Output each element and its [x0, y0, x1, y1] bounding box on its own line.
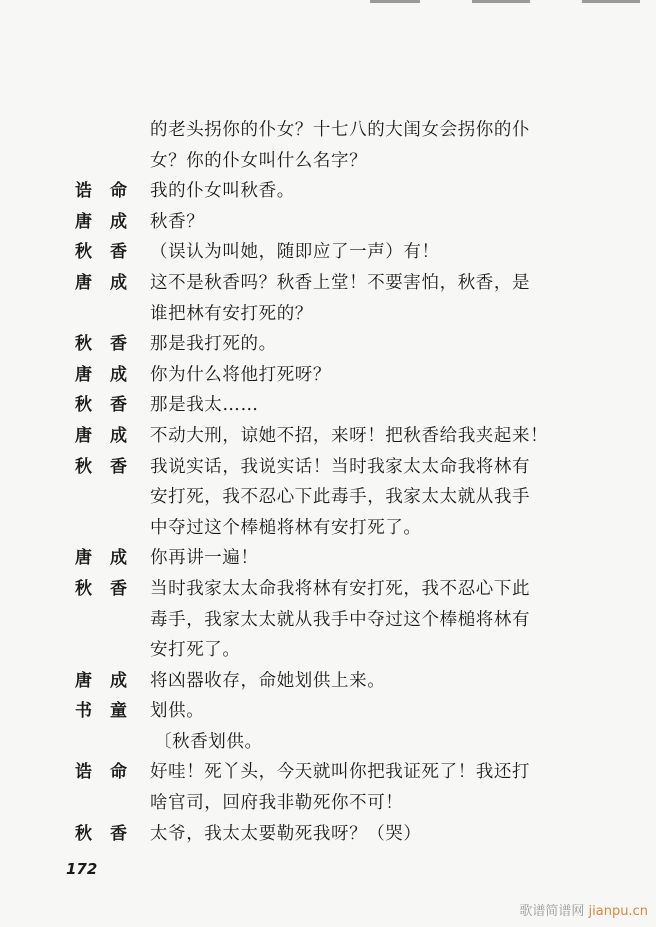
speaker-char: 成 — [110, 425, 127, 446]
speaker-char: 唐 — [75, 670, 92, 691]
text-line: 中夺过这个棒槌将林有安打死了。 — [150, 517, 422, 538]
speaker-char: 诰 — [75, 181, 92, 202]
text-line: 安打死，我不忍心下此毒手，我家太太就从我手 — [150, 487, 531, 508]
speaker-char: 香 — [110, 823, 127, 844]
dialogue-entry — [75, 176, 555, 207]
text-line: 女？你的仆女叫什么名字？ — [150, 150, 368, 171]
speaker-name — [75, 452, 150, 544]
speaker-char: 命 — [110, 762, 127, 783]
speaker-char — [75, 115, 110, 176]
dialogue-text — [150, 757, 555, 818]
text-line: 那是我打死的。 — [150, 334, 277, 355]
speaker-name — [75, 543, 150, 574]
text-line: 不动大刑，谅她不招，来呀！把秋香给我夹起来！ — [150, 425, 549, 446]
text-line: 〔秋香划供。 — [154, 731, 263, 752]
watermark — [519, 900, 648, 919]
dialogue-entry — [75, 757, 555, 818]
text-line: 当时我家太太命我将林有安打死，我不忍心下此 — [150, 578, 531, 599]
text-line: 谁把林有安打死的？ — [150, 303, 313, 324]
dialogue-text — [150, 237, 555, 268]
text-line: 划供。 — [150, 701, 205, 722]
dialogue-text — [150, 176, 555, 207]
play-script — [75, 115, 555, 849]
text-line: 安打死了。 — [150, 640, 241, 661]
speaker-char: 唐 — [75, 272, 92, 293]
speaker-name — [75, 360, 150, 391]
dialogue-text — [150, 727, 555, 758]
speaker-char: 香 — [110, 456, 127, 477]
speaker-char: 秋 — [75, 823, 92, 844]
speaker-name — [75, 268, 150, 329]
speaker-name — [75, 237, 150, 268]
text-line: 我的仆女叫秋香。 — [150, 181, 295, 202]
dialogue-entry — [75, 666, 555, 697]
dialogue-text — [150, 543, 555, 574]
dialogue-text — [150, 452, 555, 544]
speaker-char — [110, 115, 145, 176]
dialogue-text — [150, 666, 555, 697]
dialogue-entry — [75, 268, 555, 329]
dialogue-text — [150, 390, 555, 421]
speaker-name — [75, 329, 150, 360]
speaker-name — [75, 574, 150, 666]
speaker-name — [75, 727, 150, 758]
speaker-name — [75, 115, 150, 176]
speaker-char: 命 — [110, 181, 127, 202]
dialogue-text — [150, 819, 555, 850]
speaker-name — [75, 757, 150, 818]
text-line: 我说实话，我说实话！当时我家太太命我将林有 — [150, 456, 531, 477]
dialogue-entry — [75, 237, 555, 268]
text-line: 你再讲一遍！ — [150, 548, 259, 569]
speaker-char: 香 — [110, 395, 127, 416]
dialogue-entry — [75, 574, 555, 666]
speaker-char: 秋 — [75, 456, 92, 477]
speaker-char: 唐 — [75, 548, 92, 569]
speaker-name — [75, 819, 150, 850]
speaker-char: 唐 — [75, 211, 92, 232]
speaker-char: 秋 — [75, 334, 92, 355]
speaker-char: 香 — [110, 334, 127, 355]
watermark-url: jianpu.cn — [588, 904, 648, 919]
dialogue-entry — [75, 115, 555, 176]
dialogue-entry — [75, 329, 555, 360]
speaker-name — [75, 390, 150, 421]
speaker-char: 香 — [110, 578, 127, 599]
dialogue-text — [150, 268, 555, 329]
speaker-char: 童 — [110, 701, 127, 722]
speaker-char: 成 — [110, 211, 127, 232]
dialogue-entry — [75, 421, 555, 452]
scan-edge-mark — [370, 0, 420, 3]
dialogue-entry — [75, 390, 555, 421]
scan-edge-mark — [582, 0, 640, 3]
dialogue-text — [150, 115, 555, 176]
dialogue-text — [150, 360, 555, 391]
text-line: 那是我太…… — [150, 395, 259, 416]
speaker-name — [75, 176, 150, 207]
scan-edge-mark — [472, 0, 530, 3]
dialogue-text — [150, 329, 555, 360]
text-line: 秋香？ — [150, 211, 205, 232]
speaker-char: 成 — [110, 670, 127, 691]
stage-direction — [75, 727, 555, 758]
speaker-char — [110, 727, 145, 758]
text-line: 的老头拐你的仆女？十七八的大闺女会拐你的仆 — [150, 120, 531, 140]
speaker-name — [75, 666, 150, 697]
speaker-char: 成 — [110, 548, 127, 569]
dialogue-text — [150, 207, 555, 238]
speaker-char — [75, 727, 110, 758]
text-line: 将凶器收存，命她划供上来。 — [150, 670, 386, 691]
text-line: 这不是秋香吗？秋香上堂！不要害怕，秋香，是 — [150, 272, 531, 293]
speaker-char: 诰 — [75, 762, 92, 783]
watermark-name: 歌谱简谱网 — [519, 904, 585, 919]
speaker-char: 秋 — [75, 242, 92, 263]
dialogue-entry — [75, 207, 555, 238]
dialogue-entry — [75, 360, 555, 391]
dialogue-entry — [75, 696, 555, 727]
speaker-char: 成 — [110, 272, 127, 293]
speaker-char: 唐 — [75, 364, 92, 385]
speaker-char: 香 — [110, 242, 127, 263]
text-line: 毒手，我家太太就从我手中夺过这个棒槌将林有 — [150, 609, 531, 630]
dialogue-entry — [75, 452, 555, 544]
text-line: 好哇！死丫头，今天就叫你把我证死了！我还打 — [150, 762, 531, 783]
text-line: （误认为叫她，随即应了一声）有！ — [150, 242, 440, 263]
dialogue-entry — [75, 543, 555, 574]
dialogue-text — [150, 421, 555, 452]
text-line: 太爷，我太太要勒死我呀？（哭） — [150, 823, 422, 844]
speaker-char: 书 — [75, 701, 92, 722]
speaker-char: 秋 — [75, 395, 92, 416]
dialogue-text — [150, 696, 555, 727]
text-line: 啥官司，回府我非勒死你不可！ — [150, 793, 404, 814]
speaker-name — [75, 207, 150, 238]
speaker-char: 成 — [110, 364, 127, 385]
dialogue-text — [150, 574, 555, 666]
dialogue-entry — [75, 819, 555, 850]
speaker-char: 唐 — [75, 425, 92, 446]
page-number: 172 — [66, 860, 98, 878]
speaker-char: 秋 — [75, 578, 92, 599]
text-line: 你为什么将他打死呀？ — [150, 364, 331, 385]
speaker-name — [75, 696, 150, 727]
speaker-name — [75, 421, 150, 452]
